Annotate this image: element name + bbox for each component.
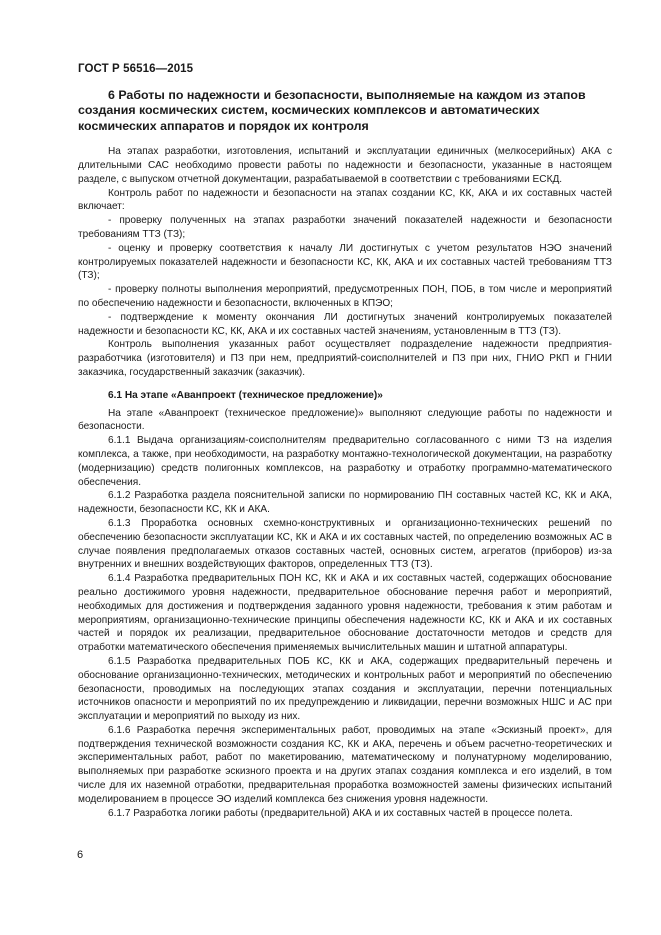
clause-6-1-2: 6.1.2 Разработка раздела пояснительной записки по нормированию ПН составных частей КС, КК и АКА, надежности, безопасности КС, КК и АКА. — [78, 490, 612, 516]
clause-6-1-4: 6.1.4 Разработка предварительных ПОН КС, КК и АКА и их составных частей, содержащих обоснование реально достижимого уровня надежности, предварительное обоснование перечня работ и мероприятий, необходимых для достижения и подтверждения заданного уровня надежности, требования к этим работам и мероприятиям, организационно-технические принципы обеспечения надежности КС, КК и АКА и их составных частей и порядок их реализации, предварительное обоснование достаточности методов и средств для отработки математического обеспечения применяемых вычислительных машин и штатной аппаратуры. — [78, 573, 612, 654]
subsection-title: 6.1 На этапе «Аванпроект (техническое предложение)» — [108, 389, 383, 401]
clause-6-1-7: 6.1.7 Разработка логики работы (предварительной) АКА и их составных частей в процессе полета. — [108, 807, 573, 819]
section-paragraph: Контроль работ по надежности и безопасности на этапах создании КС, КК, АКА и их составных частей включает: — [78, 187, 612, 213]
list-item: - оценку и проверку соответствия к началу ЛИ достигнутых с учетом результатов НЭО значений контролируемых показателей надежности и безопасности КС, КК, АКА и их составных частей требованиям ТТЗ (ТЗ); — [78, 242, 612, 282]
document-body — [78, 88, 612, 820]
section-title: 6 Работы по надежности и безопасности, выполняемые на каждом из этапов создания космических систем, космических комплексов и автоматических космических аппаратов и порядок их контроля — [78, 88, 586, 133]
clause-6-1-3: 6.1.3 Проработка основных схемно-конструктивных и организационно-технических решений по обеспечению безопасности эксплуатации КС, КК и АКА и их составных частей, по определению возможных АС в случае появления предполагаемых отказов составных частей, основных систем, агрегатов (приборов) из-за внутренних и внешних воздействующих факторов, определенных ТТЗ (ТЗ). — [78, 517, 612, 571]
clause-6-1-5: 6.1.5 Разработка предварительных ПОБ КС, КК и АКА, содержащих предварительный перечень и обоснование организационно-технических, методических и контрольных работ и мероприятий по обеспечению безопасности, проводимых на последующих этапах создания и эксплуатации, перечни потенциальных источников опасности и мероприятий по их предупреждению и ликвидации, перечни возможных НШС и АС при эксплуатации и мероприятий по выходу из них. — [78, 655, 612, 723]
list-item: - проверку полученных на этапах разработки значений показателей надежности и безопасности требованиям ТТЗ (ТЗ); — [78, 215, 612, 240]
section-paragraph: На этапах разработки, изготовления, испытаний и эксплуатации единичных (мелкосерийных) АКА с длительными САС необходимо провести работы по надежности и безопасности, указанные в настоящем разделе, с выпуском отчетной документации, разрабатываемой в соответствии с требованиями ЕСКД. — [78, 146, 612, 185]
section-paragraph: Контроль выполнения указанных работ осуществляет подразделение надежности предприятия-разработчика (изготовителя) и ПЗ при нем, предприятий-соисполнителей и ПЗ при них, ГНИО РКП и ГНИИ заказчика, государственный заказчик (заказчик). — [78, 339, 612, 378]
standard-header: ГОСТ Р 56516—2015 — [78, 63, 194, 75]
list-item: - проверку полноты выполнения мероприятий, предусмотренных ПОН, ПОБ, в том числе и мероприятий по обеспечению надежности и безопасности, включенных в КПЭО; — [78, 284, 612, 309]
clause-6-1-1: 6.1.1 Выдача организациям-соисполнителям предварительно согласованного с ними ТЗ на изделия комплекса, а также, при необходимости, на разработку монтажно-технологической документации, на разработку (модернизацию) средств полигонных комплексов, на разработку и отработку программно-математического обеспечения. — [78, 435, 612, 488]
page-number: 6 — [77, 849, 84, 861]
subsection-paragraph: На этапе «Аванпроект (техническое предложение)» выполняют следующие работы по надежности и безопасности. — [78, 407, 612, 433]
list-item: - подтверждение к моменту окончания ЛИ достигнутых значений контролируемых показателей надежности и безопасности КС, КК, АКА и их составных частей значениям, установленным в ТТЗ (ТЗ). — [78, 311, 612, 337]
clause-6-1-6: 6.1.6 Разработка перечня экспериментальных работ, проводимых на этапе «Эскизный проект», для подтверждения технической возможности создания КС, КК и АКА, перечень и объем расчетно-теоретических и экспериментальных работ, работ по макетированию, математическому и полунатурному моделированию, выполняемых при разработке эскизного проекта и на других этапах создания комплекса и его изделий, в том числе для их наземной отработки, предварительная проработка возможностей замены физических испытаний моделированием в процессе ЭО изделий комплекса без снижения уровня надежности. — [78, 724, 612, 805]
